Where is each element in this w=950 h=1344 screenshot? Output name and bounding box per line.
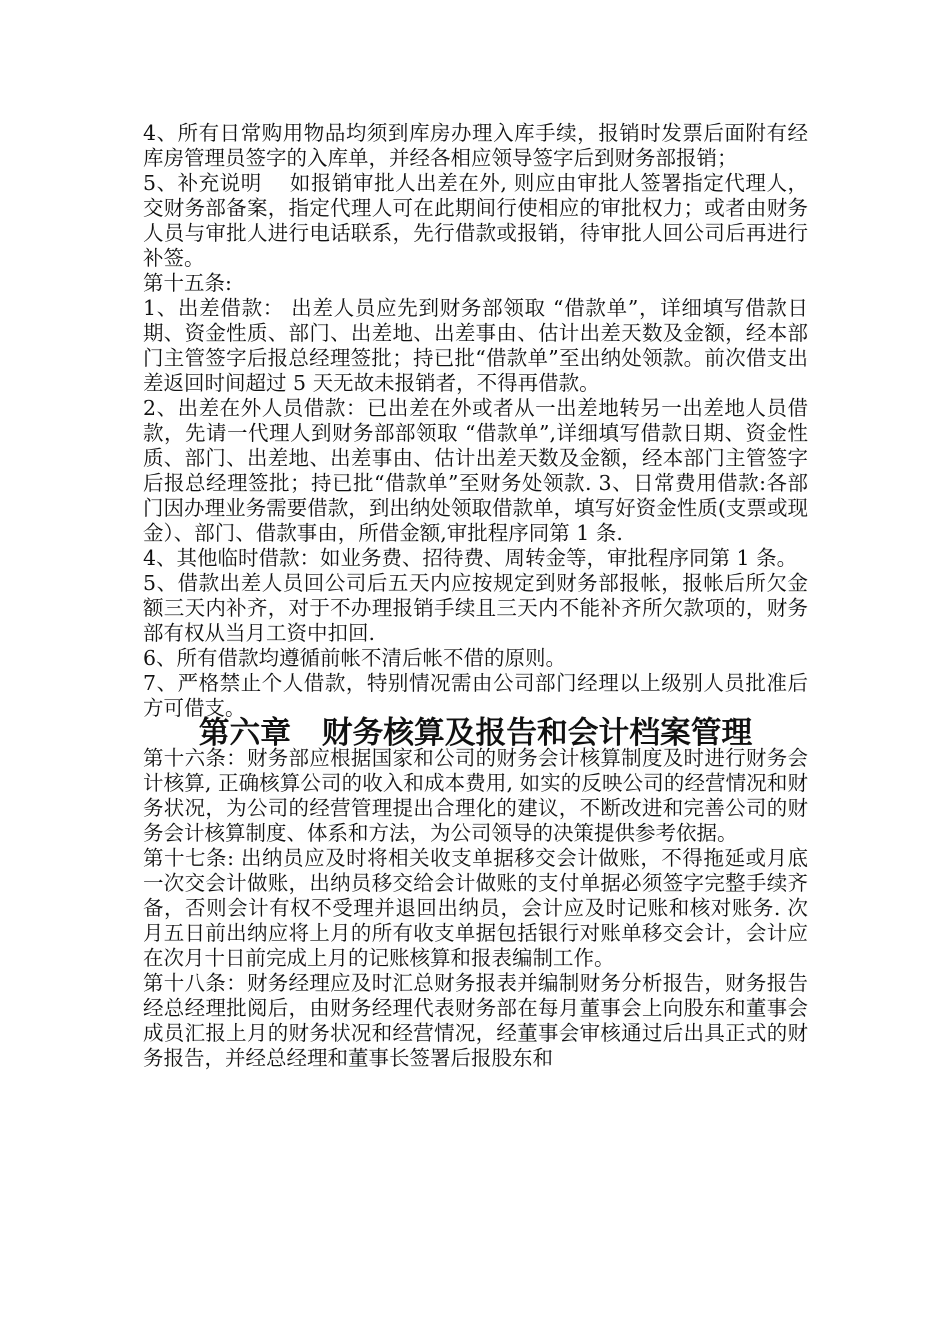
paragraph-item-5-supplement: 5、补充说明 如报销审批人出差在外, 则应由审批人签署指定代理人，交财务部备案，指定代理人可在此期间行使相应的审批权力；或者由财务人员与审批人进行电话联系，先行借款或报销，待审批人回公司后再进行补签。 bbox=[143, 171, 808, 270]
paragraph-away-staff-loan: 2、出差在外人员借款：已出差在外或者从一出差地转另一出差地人员借款，先请一代理人到财务部部领取 “借款单”,详细填写借款日期、资金性质、部门、出差地、出差事由、估计出差天数及金额，经本部门主管签字后报总经理签批；持已批“借款单”至财务处领款. 3、日常费用借款:各部门因办理业务需要借款，到出纳处领取借款单，填写好资金性质(支票或现金）、部门、借款事由，所借金额,审批程序同第 1 条. bbox=[143, 396, 808, 545]
article-18: 第十八条：财务经理应及时汇总财务报表并编制财务分析报告，财务报告经总经理批阅后，由财务经理代表财务部在每月董事会上向股东和董事会成员汇报上月的财务状况和经营情况，经董事会审核通过后出具正式的财务报告，并经总经理和董事长签署后报股东和 bbox=[143, 971, 808, 1070]
article-17: 第十七条: 出纳员应及时将相关收支单据移交会计做账，不得拖延或月底一次交会计做账，出纳员移交给会计做账的支付单据必须签字完整手续齐备，否则会计有权不受理并退回出纳员，会计应及时记账和核对账务. 次月五日前出纳应将上月的所有收支单据包括银行对账单移交会计，会计应在次月十日前完成上月的记账核算和报表编制工作。 bbox=[143, 846, 808, 970]
paragraph-personal-loan-ban: 7、严格禁止个人借款，特别情况需由公司部门经理以上级别人员批准后方可借支。 bbox=[143, 671, 808, 720]
paragraph-item-4: 4、所有日常购用物品均须到库房办理入库手续，报销时发票后面附有经库房管理员签字的入库单，并经各相应领导签字后到财务部报销； bbox=[143, 121, 808, 170]
paragraph-loan-settlement: 5、借款出差人员回公司后五天内应按规定到财务部报帐，报帐后所欠金额三天内补齐，对于不办理报销手续且三天内不能补齐所欠款项的，财务部有权从当月工资中扣回. bbox=[143, 571, 808, 645]
paragraph-loan-principle: 6、所有借款均遵循前帐不清后帐不借的原则。 bbox=[143, 646, 567, 670]
article-16: 第十六条：财务部应根据国家和公司的财务会计核算制度及时进行财务会计核算, 正确核算公司的收入和成本费用, 如实的反映公司的经营情况和财务状况，为公司的经营管理提出合理化的建议，不断改进和完善公司的财务会计核算制度、体系和方法，为公司领导的决策提供参考依据。 bbox=[143, 746, 808, 845]
document-page bbox=[143, 121, 808, 1071]
article-15-title: 第十五条: bbox=[143, 271, 232, 295]
paragraph-temporary-loan: 4、其他临时借款：如业务费、招待费、周转金等，审批程序同第 1 条。 bbox=[143, 546, 798, 570]
paragraph-travel-loan: 1、出差借款： 出差人员应先到财务部领取 “借款单”，详细填写借款日期、资金性质、部门、出差地、出差事由、估计出差天数及金额，经本部门主管签字后报总经理签批；持已批“借款单”至出纳处领款。前次借支出差返回时间超过 5 天无故未报销者，不得再借款。 bbox=[143, 296, 808, 395]
chapter-heading: 第六章 财务核算及报告和会计档案管理 bbox=[198, 715, 753, 751]
